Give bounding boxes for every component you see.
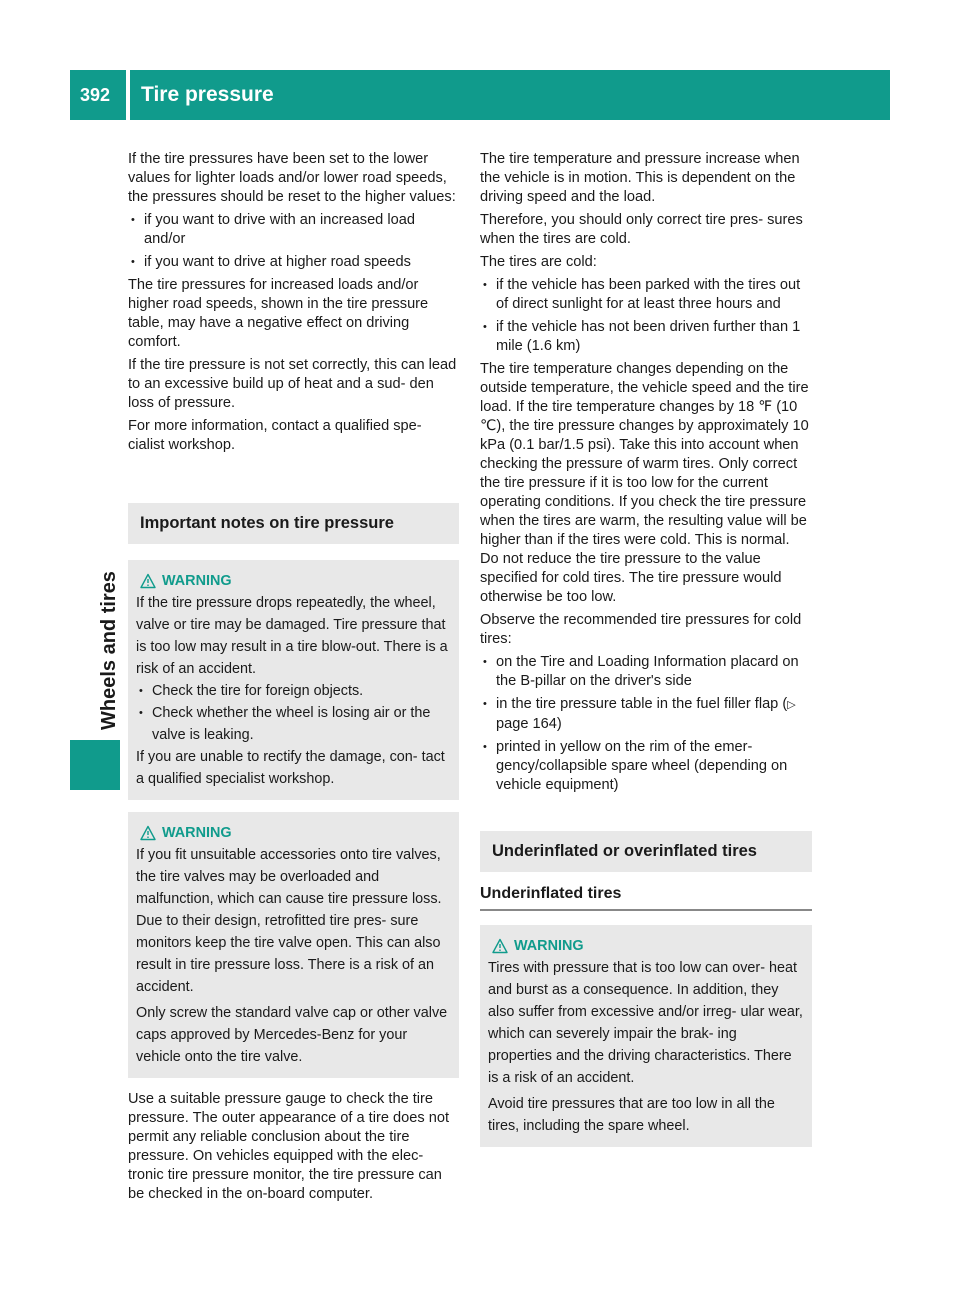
paragraph: Therefore, you should only correct tire pres- sures when the tires are cold. — [480, 212, 803, 247]
header-divider — [126, 70, 130, 120]
side-tab-marker — [70, 740, 120, 790]
warning-heading — [136, 822, 451, 844]
list-item: • if you want to drive with an increased load and/or — [131, 212, 415, 247]
bullet-list — [480, 653, 812, 795]
bullet-list — [480, 276, 812, 356]
list-item: • if the vehicle has been parked with the tires out of direct sunlight for at least three hours and — [483, 277, 801, 312]
page-reference-arrow-icon: ▷ — [787, 699, 796, 711]
warning-label: WARNING — [162, 825, 232, 841]
list-item: • Check the tire for foreign objects. — [136, 680, 451, 702]
paragraph: If the tire pressures have been set to the lower values for lighter loads and/or lower road speeds, the pressures should be reset to the higher values: — [128, 151, 456, 205]
list-item: • if the vehicle has not been driven further than 1 mile (1.6 km) — [483, 319, 801, 354]
paragraph: The tire pressures for increased loads and/or higher road speeds, shown in the tire pressure table, may have a negative effect on driving comfort. — [128, 277, 429, 350]
list-item: • Check whether the wheel is losing air or the valve is leaking. — [136, 702, 451, 746]
warning-text: Only screw the standard valve cap or other valve caps approved by Mercedes-Benz for your vehicle onto the tire valve. — [136, 1005, 448, 1065]
warning-label: WARNING — [162, 573, 232, 589]
list-item: • if you want to drive at higher road speeds — [131, 254, 411, 270]
bullet-icon: • — [483, 741, 487, 753]
paragraph: Observe the recommended tire pressures for cold tires: — [480, 612, 802, 647]
bullet-icon: • — [139, 707, 143, 719]
warning-label: WARNING — [514, 938, 584, 954]
warning-text: Avoid tire pressures that are too low in all the tires, including the spare wheel. — [488, 1096, 775, 1134]
paragraph: Use a suitable pressure gauge to check the tire pressure. The outer appearance of a tire does not permit any reliable conclusion about the tire pressure. On vehicles equipped with the elec- tronic tire pressure monitor, the tire pressure can be checked in the on-board computer. — [128, 1091, 449, 1202]
warning-triangle-icon — [140, 825, 156, 841]
bullet-list — [136, 680, 451, 746]
bullet-icon: • — [483, 698, 487, 710]
bullet-icon: • — [483, 656, 487, 668]
section-heading: Important notes on tire pressure — [128, 503, 459, 544]
warning-box — [128, 812, 459, 1078]
bullet-icon: • — [131, 214, 135, 226]
bullet-icon: • — [483, 279, 487, 291]
bullet-icon: • — [483, 321, 487, 333]
paragraph: The tires are cold: — [480, 254, 597, 270]
warning-triangle-icon — [492, 938, 508, 954]
warning-heading — [136, 570, 451, 592]
warning-box — [128, 560, 459, 800]
paragraph: For more information, contact a qualified spe- cialist workshop. — [128, 418, 422, 453]
list-item: • printed in yellow on the rim of the emer- gency/collapsible spare wheel (depending on vehicle equipment) — [483, 739, 788, 793]
warning-text: Tires with pressure that is too low can over- heat and burst as a consequence. In addition, they also suffer from excessive and/or irreg- ular wear, which can severely impair the brak- ing properties and the driving characteristics. There is a risk of an accident. — [488, 960, 803, 1086]
list-item: • in the tire pressure table in the fuel filler flap (▷ page 164) — [483, 696, 796, 732]
bullet-list — [128, 211, 459, 272]
paragraph: If the tire pressure is not set correctly, this can lead to an excessive build up of heat and a sud- den loss of pressure. — [128, 357, 457, 411]
page-title: Tire pressure — [141, 83, 274, 106]
warning-triangle-icon — [140, 573, 156, 589]
warning-heading — [488, 935, 804, 957]
page-number: 392 — [80, 85, 111, 105]
paragraph: The tire temperature changes depending on the outside temperature, the vehicle speed and the tire load. If the tire temperature changes by 18 ℉ (10 ℃), the tire pressure changes by approximately 10 kPa (0.1 bar/1.5 psi). Take this into account when checking the pressure of warm tires. Only correct the tire pressure if it is too low for the current operating conditions. If you check the tire pressure when the tires are warm, the resulting value will be higher than if the tires were cold. This is normal. Do not reduce the tire pressure to the value specified for cold tires. The tire pressure would otherwise be too low. — [480, 361, 809, 605]
bullet-icon: • — [131, 256, 135, 268]
paragraph: The tire temperature and pressure increase when the vehicle is in motion. This is dependent on the driving speed and the load. — [480, 151, 800, 205]
bullet-icon: • — [139, 685, 143, 697]
page-reference[interactable]: page 164) — [496, 716, 562, 732]
list-item: • on the Tire and Loading Information placard on the B-pillar on the driver's side — [483, 654, 799, 689]
left-column — [128, 150, 459, 1208]
section-heading: Underinflated or overinflated tires — [480, 831, 812, 872]
warning-text: If the tire pressure drops repeatedly, the wheel, valve or tire may be damaged. Tire pressure that is too low may result in a tire blow-out. There is a risk of an accident. — [136, 595, 448, 677]
warning-text: If you are unable to rectify the damage, con- tact a qualified specialist workshop. — [136, 749, 445, 787]
page-header — [70, 70, 890, 120]
right-column — [480, 150, 812, 1159]
side-tab-label: Wheels and tires — [98, 571, 120, 730]
warning-text: If you fit unsuitable accessories onto tire valves, the tire valves may be overloaded and malfunction, which can cause tire pressure loss. Due to their design, retrofitted tire pres- sure monitors keep the tire valve open. This can also result in tire pressure loss. There is a risk of an accident. — [136, 847, 442, 995]
subheading: Underinflated tires — [480, 872, 812, 911]
warning-box — [480, 925, 812, 1147]
